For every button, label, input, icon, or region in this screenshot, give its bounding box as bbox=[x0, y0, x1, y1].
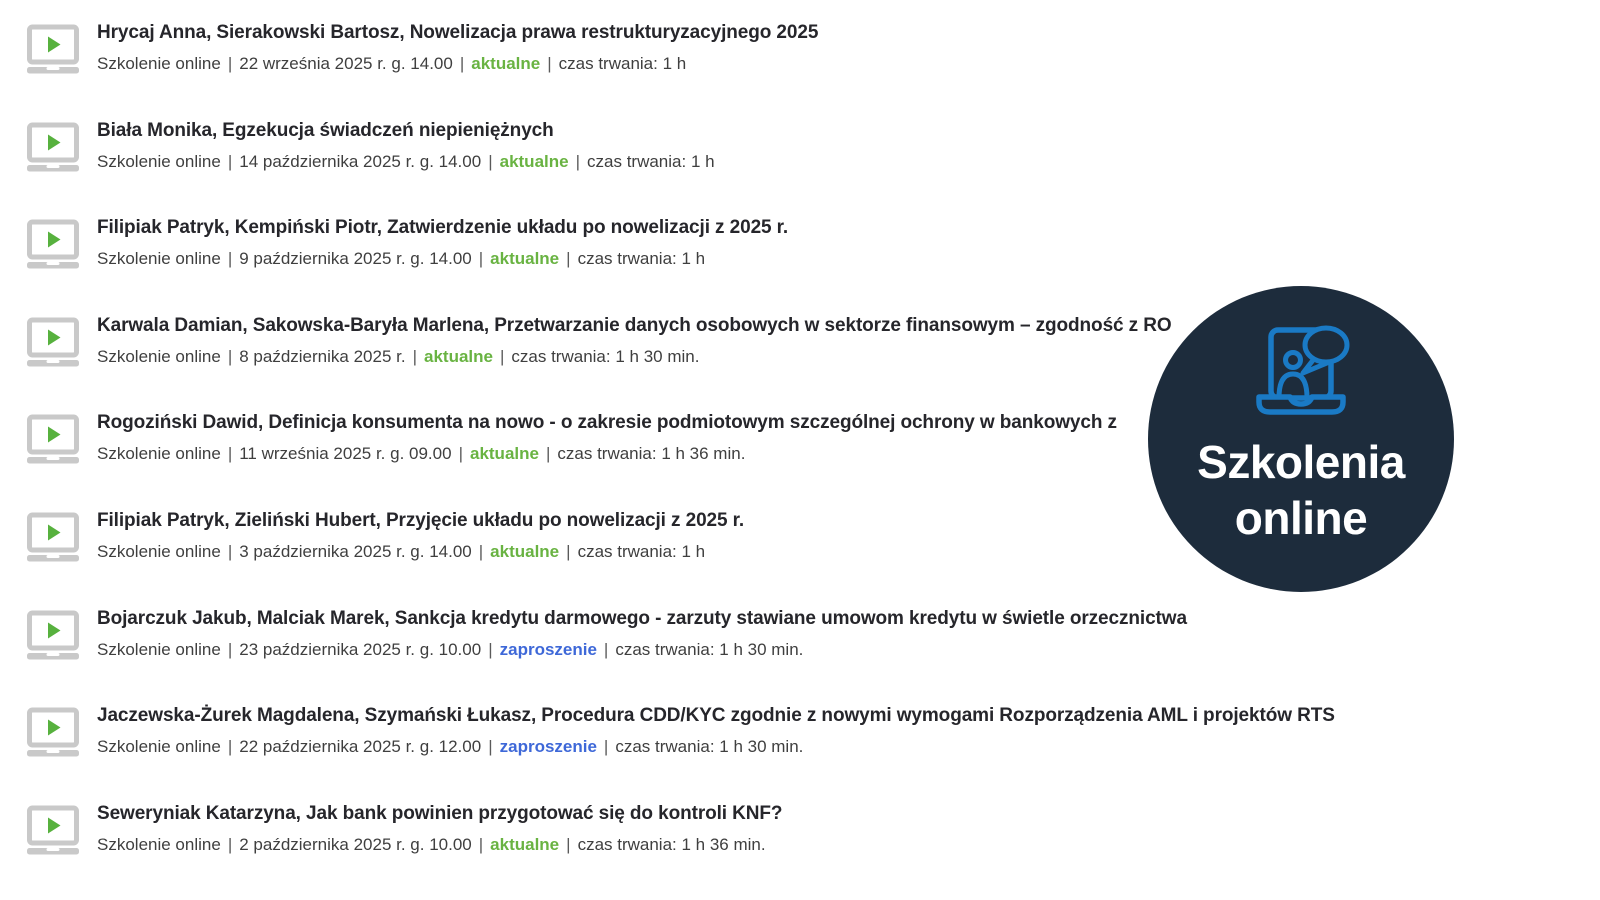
video-play-icon[interactable] bbox=[25, 317, 81, 367]
separator: | bbox=[227, 737, 233, 756]
webinar-type-label: Szkolenie online bbox=[97, 542, 221, 561]
webinar-title[interactable]: Filipiak Patryk, Kempiński Piotr, Zatwierdzenie układu po nowelizacji z 2025 r. bbox=[97, 217, 789, 238]
webinar-status-badge: aktualne bbox=[471, 54, 541, 73]
webinar-type-label: Szkolenie online bbox=[97, 347, 221, 366]
webinar-type-label: Szkolenie online bbox=[97, 444, 221, 463]
webinar-meta bbox=[97, 248, 788, 270]
webinar-type-label: Szkolenie online bbox=[97, 835, 221, 854]
badge-title-line1: Szkolenia bbox=[1197, 436, 1405, 488]
webinar-text bbox=[97, 704, 1335, 758]
webinar-item[interactable] bbox=[25, 802, 782, 856]
webinar-date: 3 października 2025 r. g. 14.00 bbox=[239, 542, 472, 561]
separator: | bbox=[227, 54, 233, 73]
webinar-item[interactable] bbox=[25, 411, 1117, 465]
webinar-date: 23 października 2025 r. g. 10.00 bbox=[239, 640, 482, 659]
webinar-duration: czas trwania: 1 h 36 min. bbox=[577, 835, 766, 854]
webinar-text bbox=[97, 119, 715, 173]
separator: | bbox=[478, 835, 484, 854]
webinar-item[interactable] bbox=[25, 119, 715, 173]
webinar-date: 14 października 2025 r. g. 14.00 bbox=[239, 152, 482, 171]
webinar-text bbox=[97, 314, 1172, 368]
video-play-icon[interactable] bbox=[25, 512, 81, 562]
webinar-title[interactable]: Jaczewska-Żurek Magdalena, Szymański Łukasz, Procedura CDD/KYC zgodnie z nowymi wymogami Rozporządzenia AML i projektów RTS bbox=[97, 705, 1335, 726]
webinar-title[interactable]: Bojarczuk Jakub, Malciak Marek, Sankcja kredytu darmowego - zarzuty stawiane umowom kredytu w świetle orzecznictwa bbox=[97, 608, 1187, 629]
separator: | bbox=[458, 444, 463, 463]
webinar-title[interactable]: Karwala Damian, Sakowska-Baryła Marlena, Przetwarzanie danych osobowych w sektorze finansowym – zgodność z RO bbox=[97, 315, 1172, 336]
webinar-date: 22 września 2025 r. g. 14.00 bbox=[239, 54, 453, 73]
webinar-status-badge: aktualne bbox=[490, 835, 560, 854]
webinar-title[interactable]: Biała Monika, Egzekucja świadczeń niepieniężnych bbox=[97, 120, 554, 141]
webinar-title[interactable]: Seweryniak Katarzyna, Jak bank powinien przygotować się do kontroli KNF? bbox=[97, 803, 783, 824]
separator: | bbox=[478, 542, 484, 561]
webinar-item[interactable] bbox=[25, 509, 744, 563]
video-play-icon[interactable] bbox=[25, 805, 81, 855]
webinar-item[interactable] bbox=[25, 314, 1172, 368]
separator: | bbox=[566, 249, 571, 268]
badge-title bbox=[1148, 434, 1454, 546]
separator: | bbox=[227, 640, 233, 659]
separator: | bbox=[488, 737, 493, 756]
webinar-title[interactable]: Hrycaj Anna, Sierakowski Bartosz, Nowelizacja prawa restrukturyzacyjnego 2025 bbox=[97, 22, 819, 43]
webinar-type-label: Szkolenie online bbox=[97, 249, 221, 268]
webinar-meta bbox=[97, 834, 782, 856]
webinar-duration: czas trwania: 1 h bbox=[558, 54, 687, 73]
webinar-meta bbox=[97, 443, 1117, 465]
webinar-type-label: Szkolenie online bbox=[97, 640, 221, 659]
video-play-icon[interactable] bbox=[25, 610, 81, 660]
separator: | bbox=[227, 152, 233, 171]
webinar-item[interactable] bbox=[25, 607, 1187, 661]
webinar-title[interactable]: Rogoziński Dawid, Definicja konsumenta na nowo - o zakresie podmiotowym szczególnej ochrony w bankowych z bbox=[97, 412, 1117, 433]
separator: | bbox=[575, 152, 581, 171]
separator: | bbox=[499, 347, 505, 366]
webinar-text bbox=[97, 802, 782, 856]
laptop-videocall-icon bbox=[1237, 324, 1365, 426]
video-play-icon[interactable] bbox=[25, 219, 81, 269]
webinar-duration: czas trwania: 1 h bbox=[587, 152, 715, 171]
webinar-status-badge: aktualne bbox=[424, 347, 493, 366]
webinar-status-badge: zaproszenie bbox=[499, 737, 597, 756]
webinar-type-label: Szkolenie online bbox=[97, 54, 221, 73]
separator: | bbox=[545, 444, 551, 463]
webinar-duration: czas trwania: 1 h 30 min. bbox=[615, 737, 804, 756]
webinar-date: 8 października 2025 r. bbox=[239, 347, 406, 366]
webinar-duration: czas trwania: 1 h 30 min. bbox=[511, 347, 700, 366]
webinar-meta bbox=[97, 53, 818, 75]
separator: | bbox=[227, 347, 233, 366]
video-play-icon[interactable] bbox=[25, 414, 81, 464]
webinar-item[interactable] bbox=[25, 216, 788, 270]
webinar-text bbox=[97, 216, 788, 270]
separator: | bbox=[566, 835, 571, 854]
webinar-duration: czas trwania: 1 h bbox=[577, 249, 706, 268]
separator: | bbox=[227, 249, 233, 268]
webinar-title[interactable]: Filipiak Patryk, Zieliński Hubert, Przyjęcie układu po nowelizacji z 2025 r. bbox=[97, 510, 745, 531]
webinar-meta bbox=[97, 151, 715, 173]
webinar-status-badge: aktualne bbox=[469, 444, 539, 463]
webinar-date: 22 października 2025 r. g. 12.00 bbox=[239, 737, 482, 756]
webinar-text bbox=[97, 21, 818, 75]
szkolenia-online-badge bbox=[1148, 286, 1454, 592]
separator: | bbox=[227, 444, 233, 463]
separator: | bbox=[488, 640, 493, 659]
webinar-duration: czas trwania: 1 h bbox=[577, 542, 706, 561]
separator: | bbox=[547, 54, 552, 73]
webinar-status-badge: aktualne bbox=[499, 152, 569, 171]
webinar-text bbox=[97, 607, 1187, 661]
badge-title-line2: online bbox=[1234, 492, 1368, 544]
separator: | bbox=[603, 737, 609, 756]
webinar-date: 9 października 2025 r. g. 14.00 bbox=[239, 249, 472, 268]
webinar-item[interactable] bbox=[25, 704, 1335, 758]
webinar-duration: czas trwania: 1 h 30 min. bbox=[615, 640, 804, 659]
webinar-type-label: Szkolenie online bbox=[97, 737, 221, 756]
webinar-meta bbox=[97, 736, 1335, 758]
video-play-icon[interactable] bbox=[25, 707, 81, 757]
webinar-text bbox=[97, 411, 1117, 465]
video-play-icon[interactable] bbox=[25, 24, 81, 74]
separator: | bbox=[603, 640, 609, 659]
webinar-meta bbox=[97, 541, 744, 563]
webinar-date: 2 października 2025 r. g. 10.00 bbox=[239, 835, 472, 854]
webinar-date: 11 września 2025 r. g. 09.00 bbox=[239, 444, 452, 463]
separator: | bbox=[227, 835, 233, 854]
webinar-duration: czas trwania: 1 h 36 min. bbox=[557, 444, 746, 463]
webinar-meta bbox=[97, 639, 1187, 661]
separator: | bbox=[478, 249, 484, 268]
webinar-status-badge: aktualne bbox=[490, 542, 560, 561]
webinar-item[interactable] bbox=[25, 21, 818, 75]
video-play-icon[interactable] bbox=[25, 122, 81, 172]
separator: | bbox=[227, 542, 233, 561]
separator: | bbox=[488, 152, 493, 171]
separator: | bbox=[459, 54, 465, 73]
separator: | bbox=[566, 542, 571, 561]
webinar-status-badge: aktualne bbox=[490, 249, 560, 268]
webinar-type-label: Szkolenie online bbox=[97, 152, 221, 171]
webinar-status-badge: zaproszenie bbox=[499, 640, 597, 659]
separator: | bbox=[412, 347, 417, 366]
webinar-meta bbox=[97, 346, 1172, 368]
webinar-text bbox=[97, 509, 744, 563]
